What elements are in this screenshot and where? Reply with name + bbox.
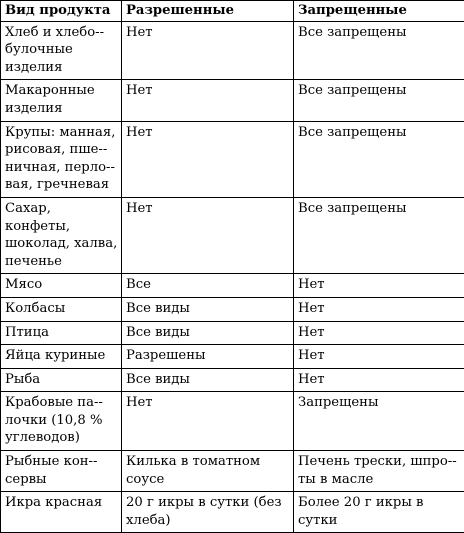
row-allowed: Все виды xyxy=(122,368,294,392)
row-forbidden: Нет xyxy=(294,368,464,392)
row-product: Макаронные изделия xyxy=(1,80,122,121)
row-forbidden: Все запрещены xyxy=(294,21,464,80)
row-product: Крабовые па-лочки (10,8 % углеводов) xyxy=(1,392,122,451)
header-product-type: Вид продукта xyxy=(1,1,122,22)
row-product: Хлеб и хлебо-булочные изделия xyxy=(1,21,122,80)
row-product: Рыбные кон-сервы xyxy=(1,451,122,492)
row-allowed: Нет xyxy=(122,80,294,121)
row-allowed: Разрешены xyxy=(122,345,294,369)
table-header-row xyxy=(1,1,464,22)
header-forbidden: Запрещенные xyxy=(294,1,464,22)
row-allowed: Нет xyxy=(122,121,294,197)
row-allowed: 20 г икры в сутки (без хлеба) xyxy=(122,492,294,533)
row-allowed: Все виды xyxy=(122,321,294,345)
table-row xyxy=(1,345,464,369)
row-forbidden: Нет xyxy=(294,297,464,321)
row-product: Мясо xyxy=(1,274,122,298)
row-forbidden: Все запрещены xyxy=(294,80,464,121)
table-row xyxy=(1,121,464,197)
row-product: Крупы: манная, рисовая, пше-ничная, перло-вая, гречневая xyxy=(1,121,122,197)
table-row xyxy=(1,297,464,321)
table-row xyxy=(1,392,464,451)
row-product: Сахар, конфеты, шоколад, халва, печенье xyxy=(1,197,122,273)
table-row xyxy=(1,368,464,392)
row-product: Рыба xyxy=(1,368,122,392)
row-product: Колбасы xyxy=(1,297,122,321)
row-forbidden: Нет xyxy=(294,274,464,298)
table-row xyxy=(1,80,464,121)
row-allowed: Все xyxy=(122,274,294,298)
row-allowed: Нет xyxy=(122,21,294,80)
row-product: Яйца куриные xyxy=(1,345,122,369)
table-row xyxy=(1,21,464,80)
table-row xyxy=(1,197,464,273)
row-forbidden: Печень трески, шпро-ты в масле xyxy=(294,451,464,492)
row-allowed: Все виды xyxy=(122,297,294,321)
row-product: Птица xyxy=(1,321,122,345)
table-row xyxy=(1,274,464,298)
table-row xyxy=(1,492,464,533)
table-row xyxy=(1,451,464,492)
row-allowed: Нет xyxy=(122,392,294,451)
row-allowed: Нет xyxy=(122,197,294,273)
row-forbidden: Нет xyxy=(294,345,464,369)
header-allowed: Разрешенные xyxy=(122,1,294,22)
row-forbidden: Запрещены xyxy=(294,392,464,451)
row-product: Икра красная xyxy=(1,492,122,533)
row-allowed: Килька в томатном соусе xyxy=(122,451,294,492)
row-forbidden: Более 20 г икры в сутки xyxy=(294,492,464,533)
row-forbidden: Все запрещены xyxy=(294,121,464,197)
row-forbidden: Нет xyxy=(294,321,464,345)
row-forbidden: Все запрещены xyxy=(294,197,464,273)
table-row xyxy=(1,321,464,345)
